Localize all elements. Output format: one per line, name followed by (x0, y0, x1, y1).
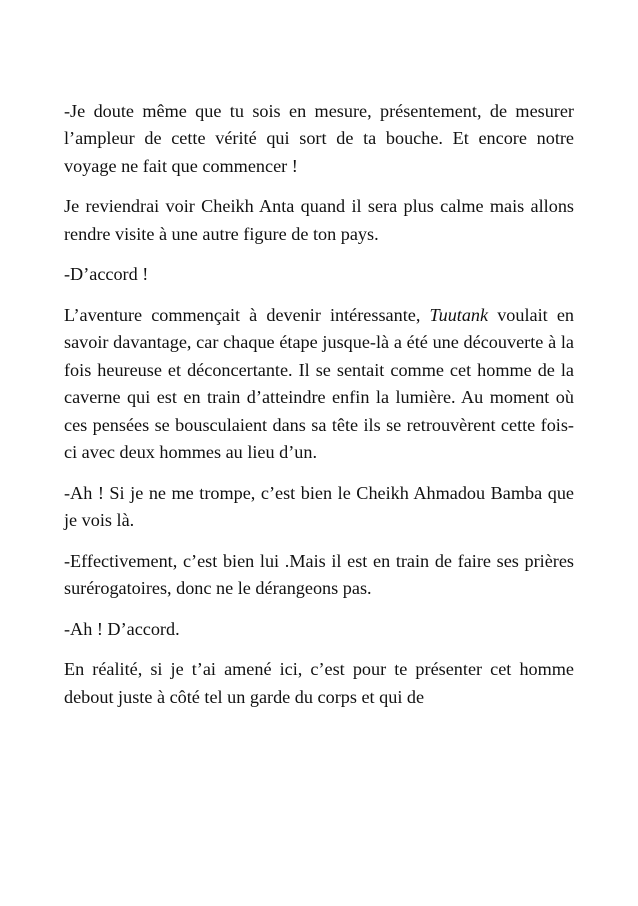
paragraph-4-end: voulait en savoir davantage, car chaque étape jusque-là a été une découverte à la fois heureuse et déconcertante. Il se sentait comme cet homme de la caverne qui est en train d’atteindre enfin la lumière. Au moment où ces pensées se bousculaient dans sa tête ils se retrouvèrent cette fois-ci avec deux hommes au lieu d’un. (64, 305, 574, 463)
paragraph-6: -Effectivement, c’est bien lui .Mais il est en train de faire ses prières surérogatoires, donc ne le dérangeons pas. (64, 550, 574, 599)
paragraph-3: -D’accord ! (64, 264, 149, 285)
paragraph-7: -Ah ! D’accord. (64, 618, 180, 639)
paragraph-8: En réalité, si je t’ai amené ici, c’est pour te présenter cet homme debout juste à côté tel un garde du corps et qui de (64, 659, 574, 707)
character-name-emphasis: Tuutank (429, 305, 489, 325)
paragraph-1: -Je doute même que tu sois en mesure, présentement, de mesurer l’ampleur de cette vérité qui sort de ta bouche. Et encore notre voyage ne fait que commencer ! (64, 101, 574, 176)
paragraph-5: -Ah ! Si je ne me trompe, c’est bien le Cheikh Ahmadou Bamba que je vois là. (64, 482, 574, 531)
paragraph-4-start: L’aventure commençait à devenir intéressante, (64, 305, 430, 325)
page-body-text (64, 98, 574, 724)
paragraph-2: Je reviendrai voir Cheikh Anta quand il sera plus calme mais allons rendre visite à une autre figure de ton pays. (64, 196, 574, 244)
paragraph-4 (64, 302, 574, 466)
